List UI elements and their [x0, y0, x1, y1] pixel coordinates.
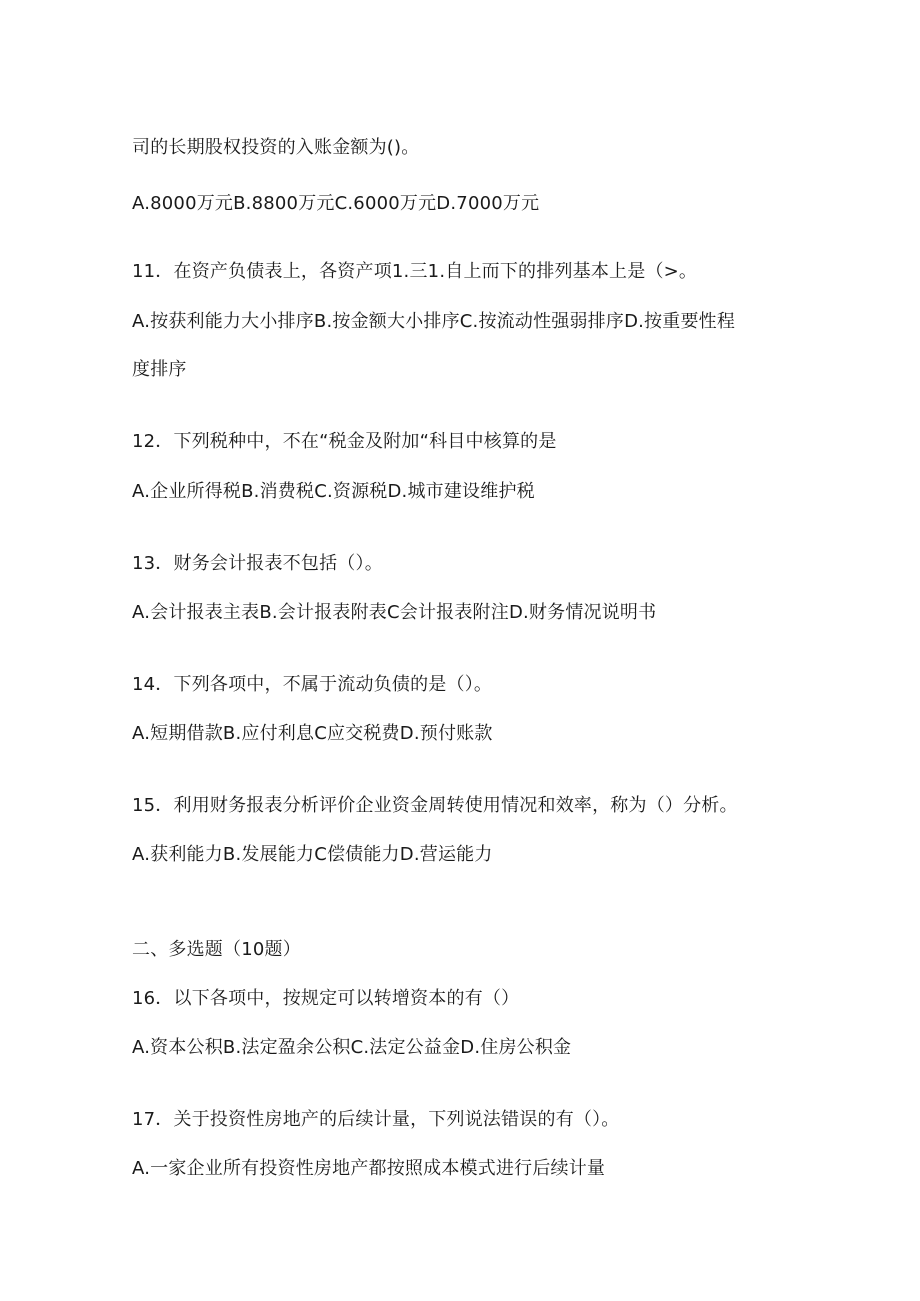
question-17-stem: 17．关于投资性房地产的后续计量，下列说法错误的有（）。 [132, 1109, 620, 1130]
section-heading-multiple-choice: 二、多选题（10题） [132, 939, 301, 960]
question-15-options: A.获利能力B.发展能力C偿债能力D.营运能力 [132, 844, 493, 865]
question-11-options: A.按获利能力大小排序B.按金额大小排序C.按流动性强弱排序D.按重要性程 [132, 311, 736, 332]
question-13-options: A.会计报表主表B.会计报表附表C会计报表附注D.财务情况说明书 [132, 602, 657, 623]
question-11-options-wrap: 度排序 [132, 359, 187, 380]
question-15-stem: 15．利用财务报表分析评价企业资金周转使用情况和效率，称为（）分析。 [132, 795, 738, 816]
question-12-stem: 12．下列税种中，不在“税金及附加“科目中核算的是 [132, 431, 557, 452]
question-11-stem: 11．在资产负债表上，各资产项1.三1.自上而下的排列基本上是（>。 [132, 261, 698, 282]
question-14-stem: 14．下列各项中，不属于流动负债的是（）。 [132, 674, 493, 695]
question-14-options: A.短期借款B.应付利息C应交税费D.预付账款 [132, 723, 493, 744]
question-12-options: A.企业所得税B.消费税C.资源税D.城市建设维护税 [132, 481, 535, 502]
question-10-options: A.8000万元B.8800万元C.6000万元D.7000万元 [132, 193, 540, 214]
question-16-options: A.资本公积B.法定盈余公积C.法定公益金D.住房公积金 [132, 1037, 572, 1058]
question-13-stem: 13．财务会计报表不包括（）。 [132, 553, 383, 574]
question-10-continuation: 司的长期股权投资的入账金额为()。 [132, 137, 420, 158]
question-17-option-a: A.一家企业所有投资性房地产都按照成本模式进行后续计量 [132, 1158, 606, 1179]
question-16-stem: 16．以下各项中，按规定可以转增资本的有（） [132, 988, 520, 1009]
